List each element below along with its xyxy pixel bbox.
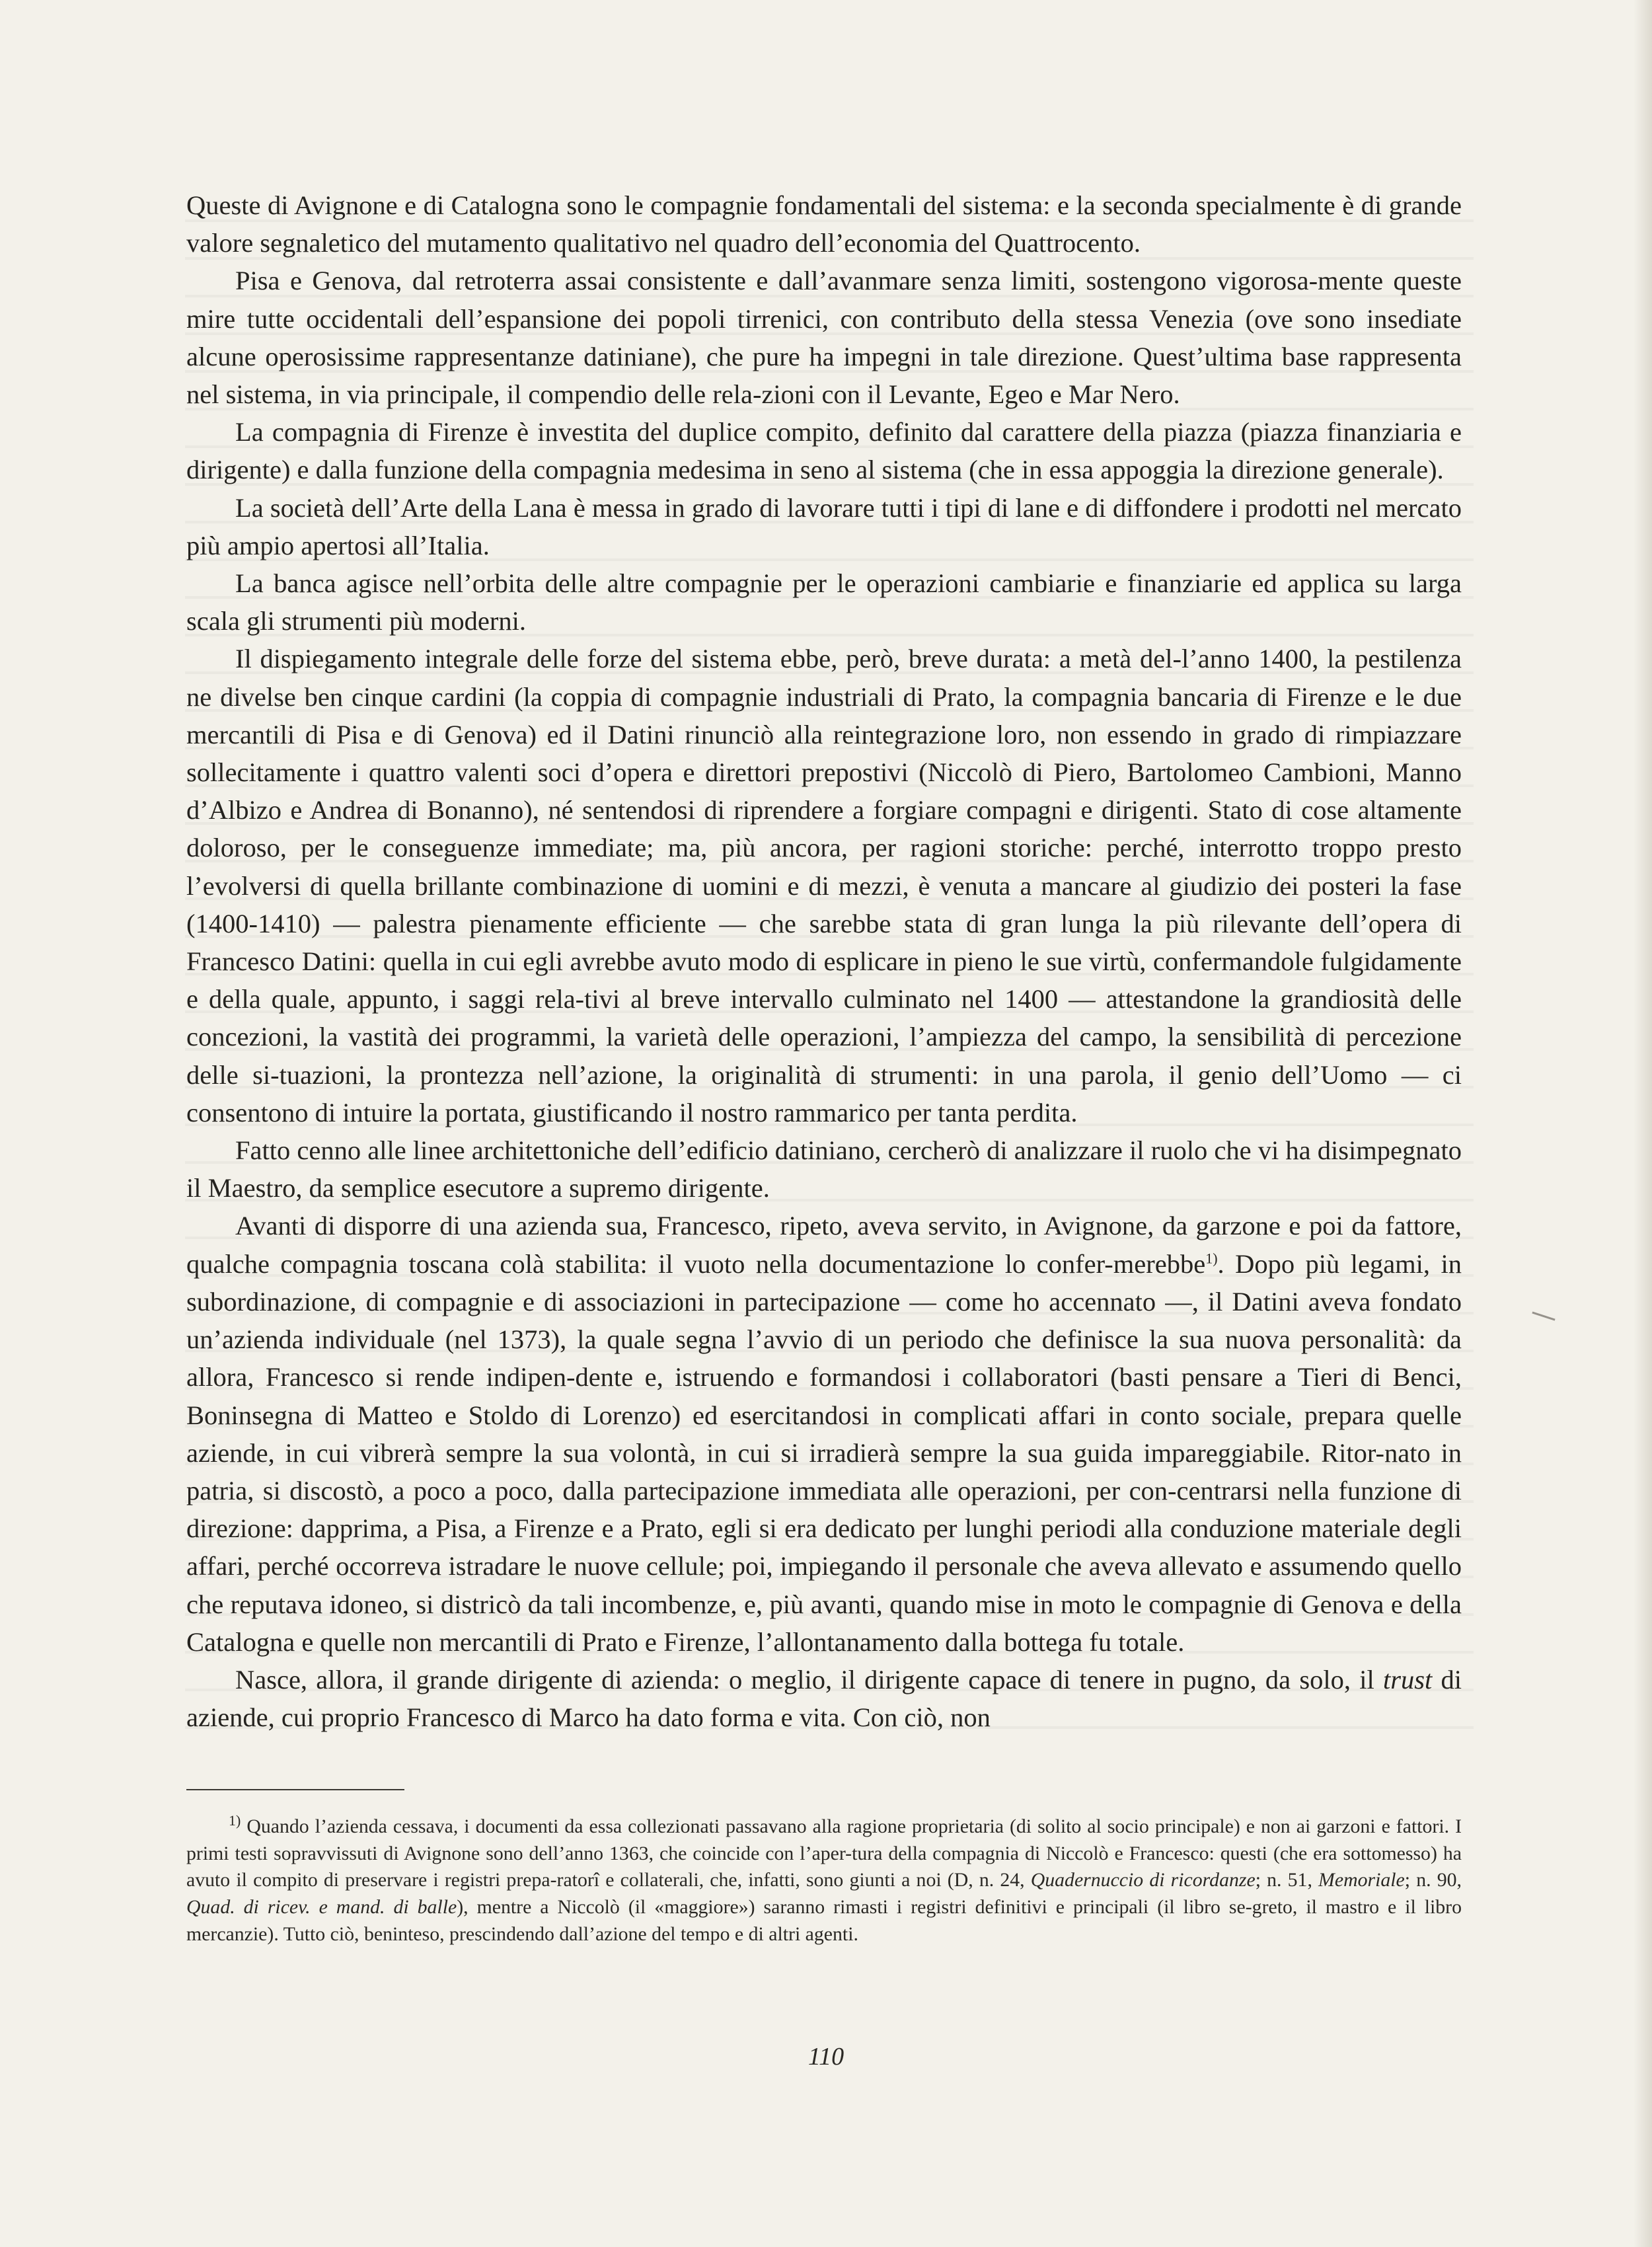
italic-term: trust <box>1382 1664 1433 1695</box>
footnote <box>186 1813 1462 1948</box>
paragraph: La compagnia di Firenze è investita del duplice compito, definito dal carattere della piazza (piazza finanziaria e dirigente) e dalla funzione della compagnia medesima in seno al sistema (che in essa appoggia la direzione generale). <box>186 417 1462 485</box>
paragraph: Pisa e Genova, dal retroterra assai consistente e dall’avanmare senza limiti, sostengono vigorosa-mente queste mire tutte occidentali dell’espansione dei popoli tirrenici, con contributo della stessa Venezia (ove sono insediate alcune operosissime rappresentanze datiniane), che pure ha impegni in tale direzione. Quest’ultima base rappresenta nel sistema, in via principale, il compendio delle rela-zioni con il Levante, Egeo e Mar Nero. <box>186 266 1462 410</box>
paragraph: Fatto cenno alle linee architettoniche dell’edificio datiniano, cercherò di analizzare il ruolo che vi ha disimpegnato il Maestro, da semplice esecutore a supremo dirigente. <box>186 1135 1462 1203</box>
footnote-marker: 1) <box>229 1812 241 1829</box>
paragraph: Nasce, allora, il grande dirigente di azienda: o meglio, il dirigente capace di tenere in pugno, da solo, il trust di aziende, cui proprio Francesco di Marco ha dato forma e vita. Con ciò, non <box>186 1664 1462 1733</box>
paragraph: La società dell’Arte della Lana è messa in grado di lavorare tutti i tipi di lane e di diffondere i prodotti nel mercato più ampio apertosi all’Italia. <box>186 492 1462 560</box>
footnote-reference[interactable]: 1) <box>1205 1250 1218 1267</box>
paragraph: Il dispiegamento integrale delle forze del sistema ebbe, però, breve durata: a metà del-l’anno 1400, la pestilenza ne divelse ben cinque cardini (la coppia di compagnie industriali di Prato, la compagnia bancaria di Firenze e le due mercantili di Pisa e di Genova) ed il Datini rinunciò alla reintegrazione loro, non essendo in grado di rimpiazzare sollecitamente i quattro valenti soci d’opera e direttori prepostivi (Niccolò di Piero, Bartolomeo Cambioni, Manno d’Albizo e Andrea di Bonanno), né sentendosi di riprendere a forgiare compagni e dirigenti. Stato di cose altamente doloroso, per le conseguenze immediate; ma, più ancora, per ragioni storiche: perché, interrotto troppo presto l’evolversi di quella brillante combinazione di uomini e di mezzi, è venuta a mancare al giudizio dei posteri la fase (1400-1410) — palestra pienamente efficiente — che sarebbe stata di gran lunga la più rilevante dell’opera di Francesco Datini: quella in cui egli avrebbe avuto modo di esplicare in pieno le sue virtù, confermandole fulgidamente e della quale, appunto, i saggi rela-tivi al breve intervallo culminato nel 1400 — attestandone la grandiosità delle concezioni, la vastità dei programmi, la varietà delle operazioni, l’ampiezza del campo, la sensibilità di percezione delle si-tuazioni, la prontezza nell’azione, la originalità di strumenti: in una parola, il genio dell’Uomo — ci consentono di intuire la portata, giustificando il nostro rammarico per tanta perdita. <box>186 644 1462 1127</box>
paragraph: La banca agisce nell’orbita delle altre compagnie per le operazioni cambiarie e finanziarie ed applica su larga scala gli strumenti più moderni. <box>186 568 1462 636</box>
footnote-text: $^{1)}$ Quando l’azienda cessava, i documenti da essa collezionati passavano alla ragione proprietaria (di solito al socio principale) e non ai garzoni e fattori. I primi testi sopravvissuti di Avignone sono dell’anno 1363, che coincide con l’aper-tura della compagnia di Niccolò e Francesco: questi (che era sottomesso) ha avuto il compito di preservare i registri prepa-ratorî e collaterali, che, infatti, sono giunti a noi (D, n. 24, Quadernuccio di ricordanze; n. 51, Memoriale; n. 90, Quad. di ricev. e mand. di balle), mentre a Niccolò (il «maggiore») saranno rimasti i registri definitivi e principali (il libro se-greto, il mastro e il libro mercanzie). Tutto ciò, beninteso, prescindendo dall’azione del tempo e di altri agenti. <box>186 1812 1462 1945</box>
footnote-rule <box>186 1789 404 1790</box>
paragraph: Avanti di disporre di una azienda sua, Francesco, ripeto, aveva servito, in Avignone, da garzone e poi da fattore, qualche compagnia toscana colà stabilita: il vuoto nella documentazione lo confer-merebbe$^{1)}$. Dopo più legami, in subordinazione, di compagnie e di associazioni in partecipazione — come ho accennato —, il Datini aveva fondato un’azienda individuale (nel 1373), la quale segna l’avvio di un periodo che definisce la sua nuova personalità: da allora, Francesco si rende indipen-dente e, istruendo e formandosi i collaboratori (basti pensare a Tieri di Benci, Boninsegna di Matteo e Stoldo di Lorenzo) ed esercitandosi in complicati affari in conto sociale, prepara quelle aziende, in cui vibrerà sempre la sua volontà, in cui si irradierà sempre la sua guida impareggiabile. Ritor-nato in patria, si discostò, a poco a poco, dalla partecipazione immediata alle operazioni, per con-centrarsi nella funzione di direzione: dapprima, a Pisa, a Firenze e a Prato, egli si era dedicato per lunghi periodi alla conduzione materiale degli affari, perché occorreva istradare le nuove cellule; poi, impiegando il personale che aveva allevato e assumendo quello che reputava idoneo, si districò da tali incombenze, e, più avanti, quando mise in moto le compagnie di Genova e della Catalogna e quelle non mercantili di Prato e Firenze, l’allontanamento dalla bottega fu totale. <box>186 1211 1462 1657</box>
body-text <box>186 186 1462 1736</box>
paragraph: Queste di Avignone e di Catalogna sono le compagnie fondamentali del sistema: e la seconda specialmente è di grande valore segnaletico del mutamento qualitativo nel quadro dell’economia del Quattrocento. <box>186 190 1462 258</box>
page-number: 110 <box>807 2043 845 2071</box>
margin-mark <box>1532 1312 1555 1321</box>
